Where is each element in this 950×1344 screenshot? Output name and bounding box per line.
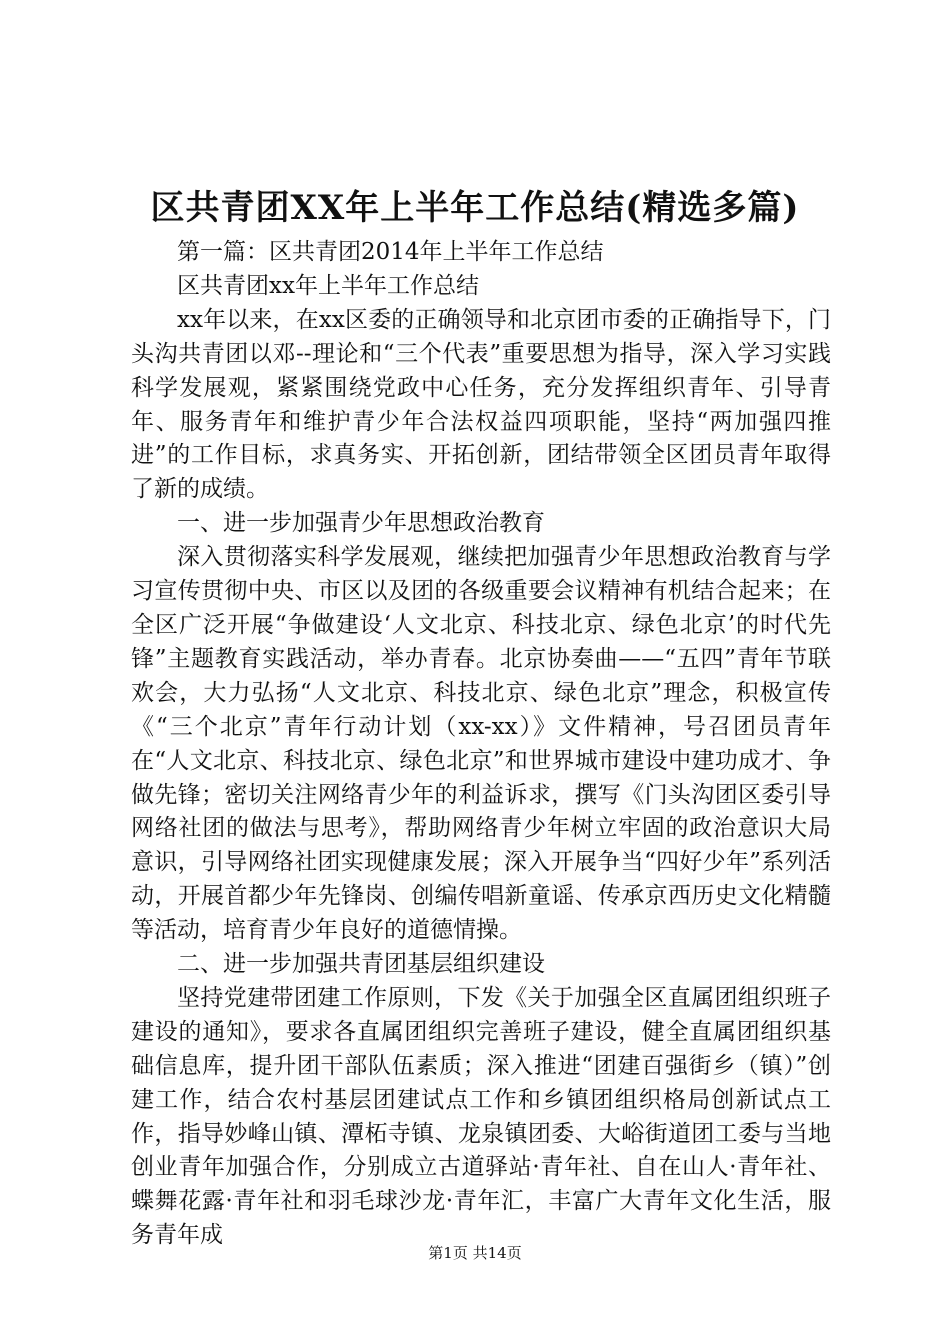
document-title: 区共青团XX年上半年工作总结(精选多篇)	[150, 188, 800, 228]
section-1-paragraph: 深入贯彻落实科学发展观，继续把加强青少年思想政治教育与学习宣传贯彻中央、市区以及团的各级重要会议精神有机结合起来；在全区广泛开展“争做建设‘人文北京、科技北京、绿色北京’的时代先锋”主题教育实践活动，举办青春。北京协奏曲——“五四”青年节联欢会，大力弘扬“人文北京、科技北京、绿色北京”理念，积极宣传《“三个北京”青年行动计划（xx-xx）》文件精神，号召团员青年在“人文北京、科技北京、绿色北京”和世界城市建设中建功成才、争做先锋；密切关注网络青少年的利益诉求，撰写《门头沟团区委引导网络社团的做法与思考》，帮助网络青少年树立牢固的政治意识大局意识，引导网络社团实现健康发展；深入开展争当“四好少年”系列活动，开展首都少年先锋岗、创编传唱新童谣、传承京西历史文化精髓等活动，培育青少年良好的道德情操。	[131, 544, 831, 944]
document-body	[131, 236, 831, 1253]
section-2-paragraph: 坚持党建带团建工作原则，下发《关于加强全区直属团组织班子建设的通知》，要求各直属团组织完善班子建设，健全直属团组织基础信息库，提升团干部队伍素质；深入推进“团建百强街乡（镇）”创建工作，结合农村基层团建试点工作和乡镇团组织格局创新试点工作，指导妙峰山镇、潭柘寺镇、龙泉镇团委、大峪街道团工委与当地创业青年加强合作，分别成立古道驿站·青年社、自在山人·青年社、蝶舞花露·青年社和羽毛球沙龙·青年汇，丰富广大青年文化生活，服务青年成	[131, 984, 831, 1249]
intro-paragraph: xx年以来，在xx区委的正确领导和北京团市委的正确指导下，门头沟共青团以邓--理论和“三个代表”重要思想为指导，深入学习实践科学发展观，紧紧围绕党政中心任务，充分发挥组织青年、引导青年、服务青年和维护青少年合法权益四项职能，坚持“两加强四推进”的工作目标，求真务实、开拓创新，团结带领全区团员青年取得了新的成绩。	[131, 306, 831, 503]
page-footer: 第1页 共14页	[428, 1244, 522, 1262]
section-heading-part-one: 第一篇：区共青团2014年上半年工作总结	[177, 239, 604, 265]
section-heading-2: 二、进一步加强共青团基层组织建设	[177, 951, 545, 978]
subtitle: 区共青团xx年上半年工作总结	[177, 272, 479, 299]
section-heading-1: 一、进一步加强青少年思想政治教育	[177, 510, 545, 537]
